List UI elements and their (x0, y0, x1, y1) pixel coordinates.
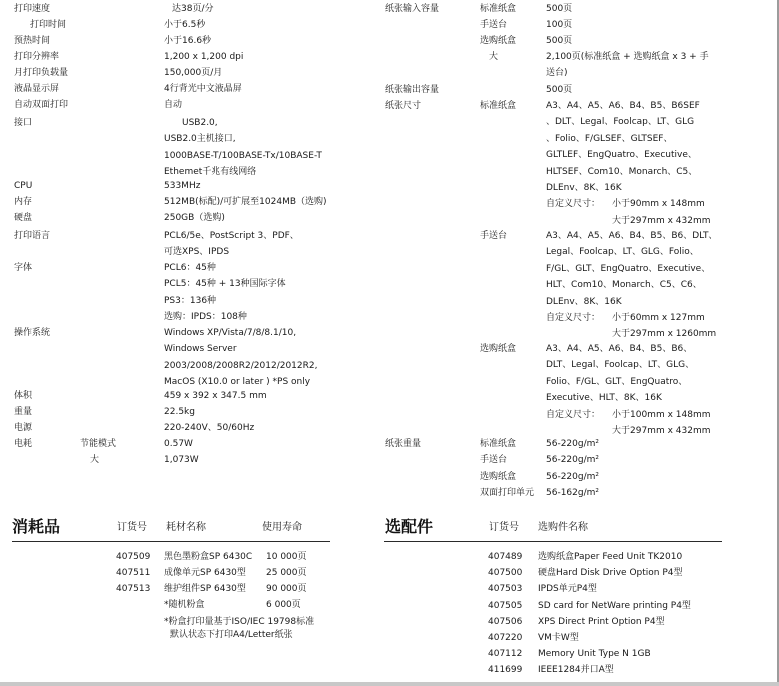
spec-value: 选购：IPDS：108种 (164, 312, 247, 323)
option-name: 选购纸盒Paper Feed Unit TK2010 (538, 552, 683, 562)
spec-sublabel: 双面打印单元 (480, 488, 535, 499)
spec-value: 可选XPS、IPDS (164, 247, 230, 258)
spec-label: 电源 (14, 423, 33, 433)
spec-value: A3、A4、A5、A6、B4、B5、B6SEF (546, 101, 700, 111)
spec-value: 56-220g/m² (546, 439, 599, 449)
consumable-life: 90 000页 (266, 584, 307, 594)
spec-value: DLT、Legal、Foolcap、LT、GLG、 (546, 360, 695, 371)
spec-label: 纸张输入容量 (385, 4, 440, 14)
spec-value: 小于60mm x 127mm (612, 313, 705, 323)
order-code: 407503 (488, 584, 523, 595)
spec-value: 小于100mm x 148mm (612, 409, 711, 420)
spec-value: 500页 (546, 85, 573, 95)
spec-value: 512MB(标配)/可扩展至1024MB（选购) (164, 197, 327, 207)
table-header: 使用寿命 (262, 522, 302, 533)
spec-value: 自定义尺寸： (546, 199, 601, 210)
spec-value: Legal、Foolcap、LT、GLG、Folio、 (546, 247, 699, 258)
option-name: IEEE1284并口A型 (538, 665, 614, 676)
spec-label: 预热时间 (14, 36, 51, 46)
spec-value: 56-162g/m² (546, 488, 599, 499)
order-code: 407220 (488, 633, 523, 643)
spec-value: PCL5：45种 + 13种国际字体 (164, 279, 286, 290)
order-code: 407500 (488, 568, 523, 579)
spec-value: 自定义尺寸： (546, 313, 601, 323)
spec-sublabel: 手送台 (480, 455, 508, 466)
spec-value: Ethemet千兆有线网络 (164, 167, 257, 178)
order-code: 407112 (488, 649, 523, 660)
spec-label: 字体 (14, 263, 33, 273)
spec-label: 月打印负载量 (14, 68, 69, 78)
spec-value: 小于90mm x 148mm (612, 199, 705, 210)
spec-label: 自动双面打印 (14, 100, 69, 110)
order-code: 407506 (488, 616, 523, 627)
spec-sublabel: 选购纸盒 (480, 471, 517, 482)
spec-label: 纸张重量 (385, 439, 422, 449)
spec-value: Folio、F/GL、GLT、EngQuatro、 (546, 376, 688, 387)
spec-value: USB2.0, (182, 118, 218, 128)
spec-value: 大于297mm x 1260mm (612, 329, 717, 340)
spec-label: 重量 (14, 407, 33, 417)
consumable-name: *随机粉盒 (164, 600, 205, 610)
spec-label: 打印语言 (14, 231, 51, 241)
spec-value: 459 x 392 x 347.5 mm (164, 391, 267, 401)
spec-value: 1,200 x 1,200 dpi (164, 52, 244, 62)
consumable-name: 黑色墨粉盒SP 6430C (164, 552, 253, 562)
order-code: 407505 (488, 600, 523, 611)
spec-value: 500页 (546, 4, 573, 14)
options-title: 选配件 (385, 517, 434, 536)
spec-value: 150,000页/月 (164, 68, 223, 78)
spec-value: 100页 (546, 20, 573, 30)
spec-value: HLT、Com10、Monarch、C5、C6、 (546, 280, 702, 291)
spec-sublabel: 大 (90, 455, 100, 466)
spec-label: 液晶显示屏 (14, 84, 60, 94)
spec-value: 送台) (546, 68, 568, 79)
spec-value: 自定义尺寸： (546, 409, 601, 420)
spec-value: USB2.0主机接口, (164, 134, 236, 145)
spec-value: 大于297mm x 432mm (612, 215, 711, 226)
spec-value: Executive、HLT、8K、16K (546, 393, 662, 404)
spec-label: 接口 (14, 118, 33, 128)
spec-value: 自动 (164, 100, 183, 110)
spec-sublabel: 标准纸盒 (480, 101, 517, 111)
order-code: 411699 (488, 665, 523, 676)
spec-sublabel: 标准纸盒 (480, 4, 517, 14)
spec-sublabel: 标准纸盒 (480, 439, 517, 449)
spec-value: DLEnv、8K、16K (546, 183, 622, 193)
option-name: SD card for NetWare printing P4型 (538, 600, 691, 611)
spec-value: 500页 (546, 36, 573, 46)
consumable-life: 25 000页 (266, 568, 307, 578)
option-name: 硬盘Hard Disk Drive Option P4型 (538, 568, 683, 579)
spec-value: Windows XP/Vista/7/8/8.1/10, (164, 328, 297, 338)
spec-label: CPU (14, 181, 33, 191)
spec-label: 操作系统 (14, 328, 51, 338)
option-name: XPS Direct Print Option P4型 (538, 616, 665, 627)
spec-value: 1000BASE-T/100BASE-Tx/10BASE-T (164, 150, 322, 161)
spec-value: PCL6/5e、PostScript 3、PDF、 (164, 231, 299, 241)
spec-value: A3、A4、A5、A6、B4、B5、B6、 (546, 344, 693, 354)
spec-value: 56-220g/m² (546, 471, 599, 482)
consumables-divider (12, 541, 330, 542)
spec-value: MacOS (X10.0 or later ) *PS only (164, 377, 311, 388)
table-header: 订货号 (489, 522, 519, 533)
consumables-note: 默认状态下打印A4/Letter纸张 (170, 630, 293, 640)
spec-label: 纸张尺寸 (385, 101, 422, 111)
spec-value: 2,100页(标准纸盒 + 选购纸盒 x 3 + 手 (546, 52, 709, 62)
spec-value: 22.5kg (164, 407, 195, 417)
spec-value: DLEnv、8K、16K (546, 296, 622, 307)
spec-value: 56-220g/m² (546, 455, 599, 466)
spec-sublabel: 选购纸盒 (480, 344, 517, 354)
spec-value: 、Folio、F/GLSEF、GLTSEF、 (546, 133, 673, 144)
order-code: 407489 (488, 552, 523, 562)
spec-label: 硬盘 (14, 213, 33, 223)
spec-value: HLTSEF、Com10、Monarch、C5、 (546, 166, 698, 177)
spec-label: 电耗 (14, 439, 33, 449)
spec-value: PCL6：45种 (164, 263, 216, 273)
table-header: 订货号 (117, 522, 147, 533)
spec-sublabel: 大 (489, 52, 499, 62)
spec-value: GLTLEF、EngQuatro、Executive、 (546, 150, 697, 161)
spec-sublabel: 节能模式 (80, 439, 117, 449)
spec-value: 、DLT、Legal、Foolcap、LT、GLG (546, 117, 695, 128)
spec-value: Windows Server (164, 344, 237, 355)
spec-value: 大于297mm x 432mm (612, 426, 711, 436)
spec-label: 内存 (14, 197, 33, 207)
spec-value: 1,073W (164, 455, 199, 466)
order-code: 407509 (116, 552, 151, 562)
spec-value: 小于16.6秒 (164, 36, 212, 46)
consumable-name: 成像单元SP 6430型 (164, 568, 246, 578)
spec-sublabel: 手送台 (480, 231, 508, 241)
spec-value: PS3：136种 (164, 295, 217, 306)
order-code: 407513 (116, 584, 151, 594)
spec-value: A3、A4、A5、A6、B4、B5、B6、DLT、 (546, 231, 718, 241)
spec-label: 打印速度 (14, 4, 51, 14)
spec-value: 533MHz (164, 181, 201, 191)
option-name: VM卡W型 (538, 633, 579, 643)
spec-value: 小于6.5秒 (164, 20, 206, 30)
consumables-note: *粉盒打印量基于ISO/IEC 19798标准 (164, 617, 315, 627)
table-header: 耗材名称 (166, 522, 206, 533)
spec-sublabel: 选购纸盒 (480, 36, 517, 46)
spec-value: 4行背光中文液晶屏 (164, 84, 242, 94)
spec-value: F/GL、GLT、EngQuatro、Executive、 (546, 263, 711, 274)
bottom-edge (0, 682, 779, 686)
spec-value: 220-240V、50/60Hz (164, 423, 255, 433)
spec-label: 打印分辨率 (14, 52, 60, 62)
table-header: 选购件名称 (538, 522, 588, 533)
spec-value: 250GB（选购) (164, 213, 225, 223)
spec-sublabel: 手送台 (480, 20, 508, 30)
spec-label: 体积 (14, 391, 33, 401)
spec-label: 打印时间 (30, 20, 67, 30)
consumables-title: 消耗品 (12, 517, 61, 536)
consumable-life: 6 000页 (266, 600, 301, 610)
consumable-name: 维护组件SP 6430型 (164, 584, 246, 594)
spec-value: 0.57W (164, 439, 193, 449)
order-code: 407511 (116, 568, 151, 578)
option-name: IPDS单元P4型 (538, 584, 597, 595)
option-name: Memory Unit Type N 1GB (538, 649, 651, 660)
spec-label: 纸张输出容量 (385, 85, 440, 95)
spec-value: 达38页/分 (172, 4, 214, 14)
spec-value: 2003/2008/2008R2/2012/2012R2, (164, 360, 318, 371)
consumable-life: 10 000页 (266, 552, 307, 562)
options-divider (384, 541, 722, 542)
